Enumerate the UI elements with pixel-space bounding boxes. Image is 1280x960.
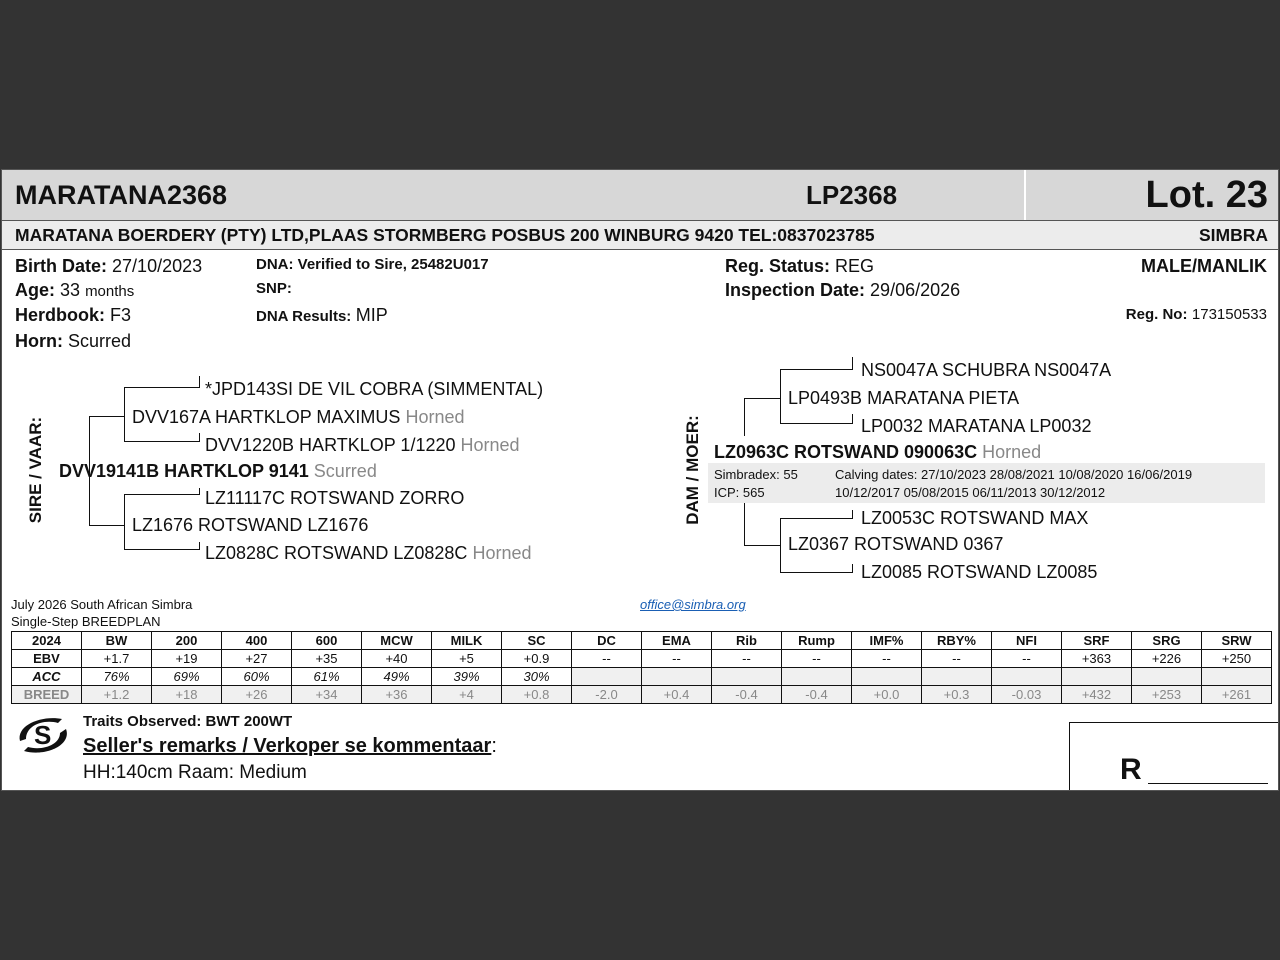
ebv-cell: -2.0 xyxy=(572,686,642,704)
sire-line xyxy=(89,416,125,417)
ebv-column-header: BW xyxy=(82,632,152,650)
ebv-cell: -0.03 xyxy=(992,686,1062,704)
dam-sire-dam: LP0032 MARATANA LP0032 xyxy=(861,416,1092,436)
ebv-cell: +363 xyxy=(1062,650,1132,668)
price-box[interactable] xyxy=(1069,722,1279,791)
dam-line xyxy=(744,398,745,436)
ebv-column-header: NFI xyxy=(992,632,1062,650)
herdbook: Herdbook: F3 xyxy=(15,305,132,325)
ebv-cell: -- xyxy=(572,650,642,668)
ebv-cell: +5 xyxy=(432,650,502,668)
dam-line xyxy=(852,357,853,370)
ebv-cell: -- xyxy=(922,650,992,668)
ebv-cell: +4 xyxy=(432,686,502,704)
ebv-cell: +34 xyxy=(292,686,362,704)
calving-dates-2: 10/12/2017 05/08/2015 06/11/2013 30/12/2012 xyxy=(835,485,1106,500)
ebv-cell: +432 xyxy=(1062,686,1132,704)
ebv-cell: 49% xyxy=(362,668,432,686)
ebv-header-row xyxy=(12,632,1272,650)
sire-line xyxy=(124,494,125,550)
ebv-cell: +0.8 xyxy=(502,686,572,704)
ebv-cell: +40 xyxy=(362,650,432,668)
ebv-column-header: MCW xyxy=(362,632,432,650)
ebv-cell: +1.7 xyxy=(82,650,152,668)
age: Age: 33 months xyxy=(15,280,135,300)
ebv-column-header: EMA xyxy=(642,632,712,650)
simbra-logo-icon xyxy=(14,713,72,757)
ebv-cell: +253 xyxy=(1132,686,1202,704)
price-entry-line[interactable] xyxy=(1148,783,1268,784)
ebv-cell: +226 xyxy=(1132,650,1202,668)
ebv-cell: +18 xyxy=(152,686,222,704)
sire-sire-sire: *JPD143SI DE VIL COBRA (SIMMENTAL) xyxy=(205,379,544,399)
ebv-cell xyxy=(992,668,1062,686)
ebv-row-label: BREED xyxy=(12,686,82,704)
email-link[interactable] xyxy=(640,597,746,612)
icp: ICP: 565 xyxy=(714,485,765,500)
ebv-row-label: EBV xyxy=(12,650,82,668)
ebv-column-header: Rump xyxy=(782,632,852,650)
dam-name: LZ0963C ROTSWAND 090063C Horned xyxy=(714,442,1042,462)
ebv-row xyxy=(12,668,1272,686)
price-currency: R xyxy=(1120,753,1142,786)
ebv-cell xyxy=(852,668,922,686)
ebv-cell: -- xyxy=(782,650,852,668)
ebv-cell: -- xyxy=(852,650,922,668)
sire-line xyxy=(199,433,200,442)
reg-status: Reg. Status: REG xyxy=(725,256,875,276)
ebv-column-header: 600 xyxy=(292,632,362,650)
animal-name: MARATANA2368 xyxy=(15,180,228,210)
ebv-column-header: Rib xyxy=(712,632,782,650)
dam-line xyxy=(744,398,781,399)
sire-sire-dam: DVV1220B HARTKLOP 1/1220 Horned xyxy=(205,435,520,455)
animal-tag: LP2368 xyxy=(806,180,898,210)
dam-line xyxy=(852,414,853,424)
email-link-text[interactable]: office@simbra.org xyxy=(640,597,746,612)
card-header xyxy=(2,170,1278,221)
sire-dam-sire: LZ11117C ROTSWAND ZORRO xyxy=(205,488,465,508)
calving-dates-1: Calving dates: 27/10/2023 28/08/2021 10/08/2020 16/06/2019 xyxy=(835,467,1193,482)
dam-dam: LZ0367 ROTSWAND 0367 xyxy=(788,534,1004,554)
ebv-row-label: ACC xyxy=(12,668,82,686)
simbradex: Simbradex: 55 xyxy=(714,467,798,482)
breedplan-subtitle: Single-Step BREEDPLAN xyxy=(11,614,161,629)
sire-side-label: SIRE / VAAR: xyxy=(26,416,45,524)
sire-name: DVV19141B HARTKLOP 9141 Scurred xyxy=(59,461,377,481)
dam-line xyxy=(780,369,781,424)
dam-line xyxy=(780,518,853,519)
ebv-row xyxy=(12,686,1272,704)
ebv-cell: +0.0 xyxy=(852,686,922,704)
ebv-cell: 69% xyxy=(152,668,222,686)
breedplan-title: July 2026 South African Simbra xyxy=(11,597,193,612)
ebv-cell: -- xyxy=(642,650,712,668)
sire-dam: LZ1676 ROTSWAND LZ1676 xyxy=(132,515,369,535)
ebv-column-header: 400 xyxy=(222,632,292,650)
ebv-cell: +26 xyxy=(222,686,292,704)
ebv-cell xyxy=(572,668,642,686)
sire-line xyxy=(124,441,200,442)
ebv-column-header: SRG xyxy=(1132,632,1202,650)
owner-details: MARATANA BOERDERY (PTY) LTD,PLAAS STORMBERG POSBUS 200 WINBURG 9420 TEL:0837023785 xyxy=(15,225,875,245)
ebv-cell: +261 xyxy=(1202,686,1272,704)
ebv-column-header: MILK xyxy=(432,632,502,650)
ebv-cell: 76% xyxy=(82,668,152,686)
sire-line xyxy=(199,376,200,388)
reg-number: Reg. No: 173150533 xyxy=(1125,306,1267,323)
ebv-cell: -0.4 xyxy=(712,686,782,704)
sire-line xyxy=(124,387,200,388)
owner-row xyxy=(2,221,1278,250)
breed-name: SIMBRA xyxy=(1198,225,1268,245)
lot-card xyxy=(1,169,1279,791)
dam-dam-dam: LZ0085 ROTSWAND LZ0085 xyxy=(861,562,1098,582)
ebv-column-header: IMF% xyxy=(852,632,922,650)
dam-sire-sire: NS0047A SCHUBRA NS0047A xyxy=(861,360,1112,380)
dam-side-label: DAM / MOER: xyxy=(683,415,702,525)
ebv-cell: +1.2 xyxy=(82,686,152,704)
lot-number: Lot. 23 xyxy=(1145,174,1268,216)
dna-verified: DNA: Verified to Sire, 25482U017 xyxy=(256,256,489,273)
sex: MALE/MANLIK xyxy=(1141,256,1267,276)
ebv-cell xyxy=(1202,668,1272,686)
ebv-cell xyxy=(712,668,782,686)
ebv-cell xyxy=(1132,668,1202,686)
ebv-cell xyxy=(1062,668,1132,686)
ebv-cell: 60% xyxy=(222,668,292,686)
sire-sire: DVV167A HARTKLOP MAXIMUS Horned xyxy=(132,407,465,427)
sire-line xyxy=(124,494,200,495)
sire-line xyxy=(199,488,200,495)
dam-line xyxy=(744,545,781,546)
ebv-cell: +0.3 xyxy=(922,686,992,704)
dam-sire: LP0493B MARATANA PIETA xyxy=(788,388,1020,408)
ebv-column-header: SC xyxy=(502,632,572,650)
ebv-column-header: RBY% xyxy=(922,632,992,650)
ebv-column-header: 200 xyxy=(152,632,222,650)
ebv-cell: +19 xyxy=(152,650,222,668)
ebv-cell: +35 xyxy=(292,650,362,668)
dam-line xyxy=(780,518,781,573)
ebv-cell: -- xyxy=(992,650,1062,668)
dam-dam-sire: LZ0053C ROTSWAND MAX xyxy=(861,508,1089,528)
sire-line xyxy=(199,542,200,550)
ebv-year-header: 2024 xyxy=(12,632,82,650)
ebv-row xyxy=(12,650,1272,668)
ebv-cell: +0.9 xyxy=(502,650,572,668)
ebv-cell: +36 xyxy=(362,686,432,704)
sire-line xyxy=(89,525,125,526)
ebv-column-header: SRW xyxy=(1202,632,1272,650)
dam-line xyxy=(852,510,853,519)
ebv-cell: +27 xyxy=(222,650,292,668)
sire-line xyxy=(124,549,200,550)
ebv-cell: +0.4 xyxy=(642,686,712,704)
remarks-heading: Seller's remarks / Verkoper se kommentaar: xyxy=(83,735,497,757)
ebv-cell xyxy=(642,668,712,686)
ebv-column-header: SRF xyxy=(1062,632,1132,650)
dam-line xyxy=(780,369,853,370)
inspection-date: Inspection Date: 29/06/2026 xyxy=(725,280,961,300)
ebv-cell: -0.4 xyxy=(782,686,852,704)
dam-line xyxy=(744,503,745,546)
sire-line xyxy=(124,387,125,442)
ebv-cell xyxy=(782,668,852,686)
traits-observed: Traits Observed: BWT 200WT xyxy=(83,713,293,730)
remarks-text: HH:140cm Raam: Medium xyxy=(83,762,307,783)
dna-results: DNA Results: MIP xyxy=(256,305,388,325)
horn-status: Horn: Scurred xyxy=(15,331,132,351)
dam-line xyxy=(780,572,853,573)
header-divider xyxy=(1024,170,1026,220)
ebv-cell: 39% xyxy=(432,668,502,686)
sire-dam-dam: LZ0828C ROTSWAND LZ0828C Horned xyxy=(205,543,532,563)
birth-date: Birth Date: 27/10/2023 xyxy=(15,256,203,276)
ebv-cell xyxy=(922,668,992,686)
ebv-cell: +250 xyxy=(1202,650,1272,668)
dam-line xyxy=(780,423,853,424)
ebv-column-header: DC xyxy=(572,632,642,650)
ebv-cell: 30% xyxy=(502,668,572,686)
ebv-cell: -- xyxy=(712,650,782,668)
svg-text:S: S xyxy=(34,720,52,750)
dam-line xyxy=(852,564,853,573)
snp-label: SNP: xyxy=(256,280,292,297)
ebv-table xyxy=(11,631,1272,704)
ebv-cell: 61% xyxy=(292,668,362,686)
